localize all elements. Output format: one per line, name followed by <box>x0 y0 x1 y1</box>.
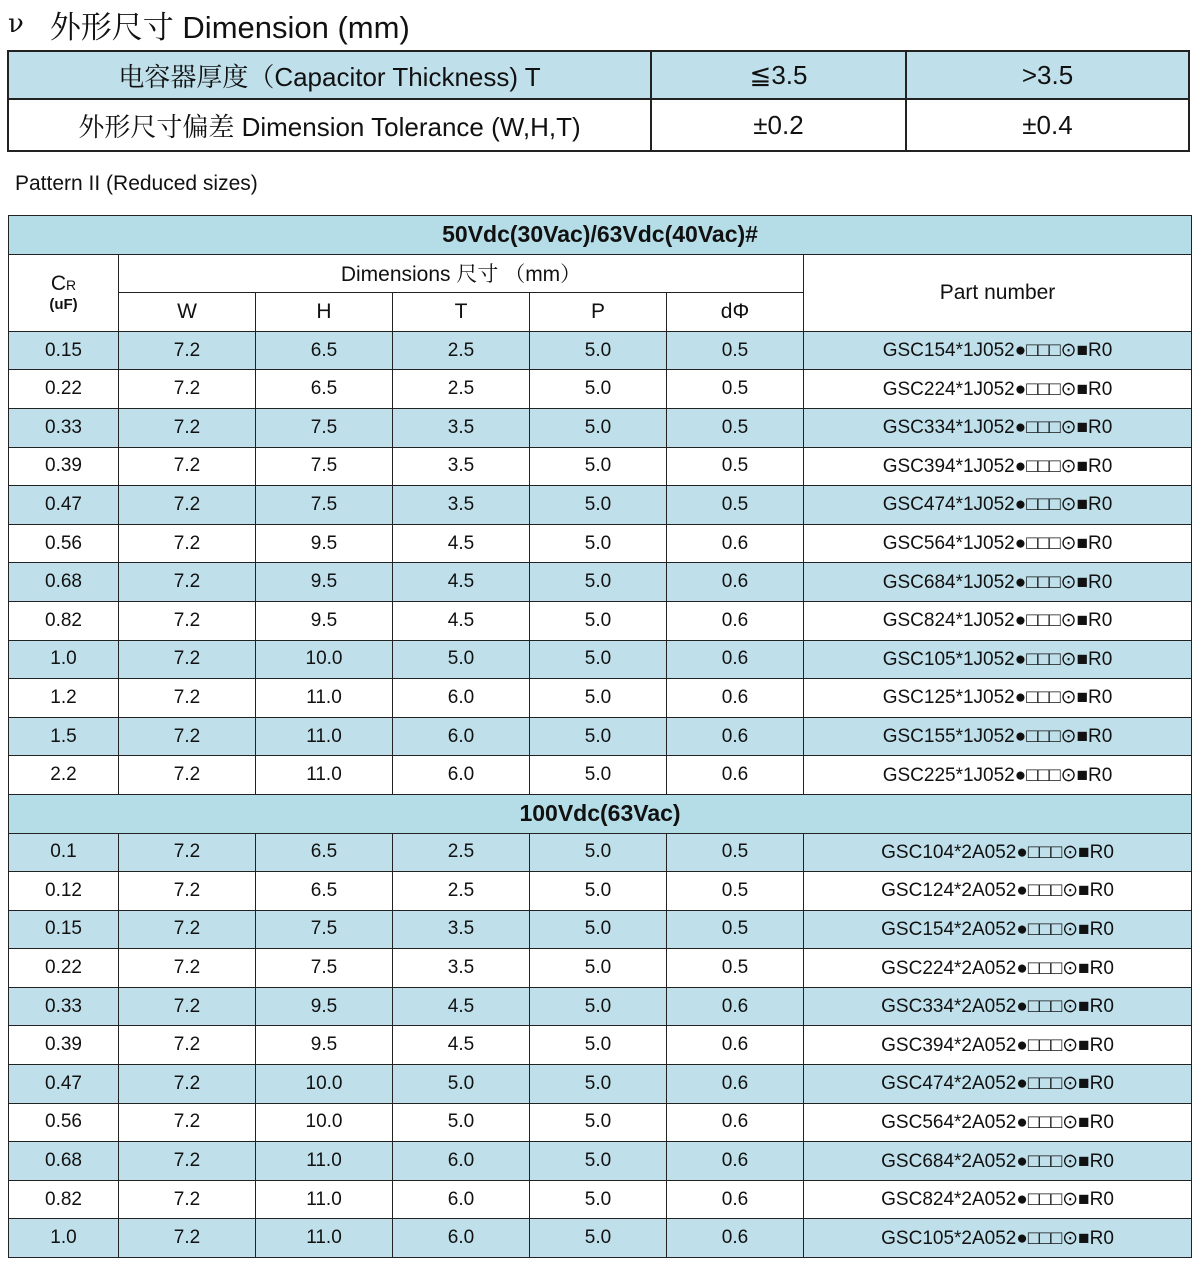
h-cell: 6.5 <box>256 872 393 911</box>
table-row <box>9 370 1192 409</box>
h-cell: 9.5 <box>256 987 393 1026</box>
t-cell: 4.5 <box>393 987 530 1026</box>
cr-header <box>9 254 119 331</box>
w-cell: 7.2 <box>119 563 256 602</box>
w-cell: 7.2 <box>119 1142 256 1181</box>
table-row <box>9 833 1192 872</box>
cr-cell: 0.47 <box>9 486 119 525</box>
t-cell: 6.0 <box>393 756 530 795</box>
part-number-cell: GSC334*2A052●□□□⊙■R0 <box>804 987 1192 1026</box>
t-cell: 2.5 <box>393 872 530 911</box>
d-cell: 0.5 <box>667 949 804 988</box>
p-cell: 5.0 <box>530 987 667 1026</box>
part-number-cell: GSC394*1J052●□□□⊙■R0 <box>804 447 1192 486</box>
table-row <box>9 486 1192 525</box>
cr-cell: 0.56 <box>9 524 119 563</box>
part-number-cell: GSC154*2A052●□□□⊙■R0 <box>804 910 1192 949</box>
p-cell: 5.0 <box>530 331 667 370</box>
d-cell: 0.6 <box>667 1142 804 1181</box>
table-row <box>9 640 1192 679</box>
part-number-cell: GSC334*1J052●□□□⊙■R0 <box>804 408 1192 447</box>
d-cell: 0.6 <box>667 1219 804 1258</box>
t-cell: 6.0 <box>393 1180 530 1219</box>
w-cell: 7.2 <box>119 1103 256 1142</box>
w-cell: 7.2 <box>119 1180 256 1219</box>
p-cell: 5.0 <box>530 679 667 718</box>
w-cell: 7.2 <box>119 1026 256 1065</box>
d-cell: 0.6 <box>667 679 804 718</box>
p-cell: 5.0 <box>530 640 667 679</box>
cr-cell: 0.82 <box>9 1180 119 1219</box>
t-cell: 2.5 <box>393 833 530 872</box>
tolerance-small: ±0.2 <box>651 99 906 151</box>
d-cell: 0.5 <box>667 370 804 409</box>
table-row <box>9 717 1192 756</box>
h-cell: 7.5 <box>256 949 393 988</box>
cr-cell: 0.15 <box>9 910 119 949</box>
col-w: W <box>119 293 256 332</box>
group-title: 50Vdc(30Vac)/63Vdc(40Vac)# <box>9 216 1192 255</box>
p-cell: 5.0 <box>530 1180 667 1219</box>
thickness-large: >3.5 <box>906 51 1189 99</box>
h-cell: 9.5 <box>256 601 393 640</box>
h-cell: 7.5 <box>256 408 393 447</box>
w-cell: 7.2 <box>119 601 256 640</box>
h-cell: 11.0 <box>256 1219 393 1258</box>
w-cell: 7.2 <box>119 408 256 447</box>
w-cell: 7.2 <box>119 910 256 949</box>
dimensions-header: Dimensions 尺寸 （mm） <box>119 254 804 293</box>
cr-cell: 1.2 <box>9 679 119 718</box>
part-number-cell: GSC224*1J052●□□□⊙■R0 <box>804 370 1192 409</box>
thickness-label: 电容器厚度（Capacitor Thickness) T <box>8 51 651 99</box>
t-cell: 6.0 <box>393 717 530 756</box>
col-p: P <box>530 293 667 332</box>
p-cell: 5.0 <box>530 1103 667 1142</box>
cr-cell: 0.12 <box>9 872 119 911</box>
h-cell: 11.0 <box>256 1180 393 1219</box>
part-number-cell: GSC564*2A052●□□□⊙■R0 <box>804 1103 1192 1142</box>
d-cell: 0.6 <box>667 1026 804 1065</box>
h-cell: 7.5 <box>256 447 393 486</box>
table-row <box>9 1180 1192 1219</box>
t-cell: 3.5 <box>393 408 530 447</box>
cr-cell: 0.33 <box>9 987 119 1026</box>
d-cell: 0.6 <box>667 1065 804 1104</box>
p-cell: 5.0 <box>530 601 667 640</box>
h-cell: 10.0 <box>256 1103 393 1142</box>
part-number-header: Part number <box>804 254 1192 331</box>
d-cell: 0.6 <box>667 1103 804 1142</box>
col-h: H <box>256 293 393 332</box>
p-cell: 5.0 <box>530 1065 667 1104</box>
table-row <box>9 563 1192 602</box>
part-number-cell: GSC104*2A052●□□□⊙■R0 <box>804 833 1192 872</box>
d-cell: 0.6 <box>667 563 804 602</box>
h-cell: 11.0 <box>256 756 393 795</box>
part-number-cell: GSC824*2A052●□□□⊙■R0 <box>804 1180 1192 1219</box>
h-cell: 7.5 <box>256 486 393 525</box>
h-cell: 11.0 <box>256 717 393 756</box>
col-d: dΦ <box>667 293 804 332</box>
w-cell: 7.2 <box>119 872 256 911</box>
p-cell: 5.0 <box>530 872 667 911</box>
w-cell: 7.2 <box>119 1065 256 1104</box>
w-cell: 7.2 <box>119 679 256 718</box>
p-cell: 5.0 <box>530 563 667 602</box>
part-number-cell: GSC105*2A052●□□□⊙■R0 <box>804 1219 1192 1258</box>
part-number-cell: GSC224*2A052●□□□⊙■R0 <box>804 949 1192 988</box>
p-cell: 5.0 <box>530 717 667 756</box>
h-cell: 7.5 <box>256 910 393 949</box>
table-row <box>9 1219 1192 1258</box>
part-number-cell: GSC394*2A052●□□□⊙■R0 <box>804 1026 1192 1065</box>
part-number-cell: GSC474*2A052●□□□⊙■R0 <box>804 1065 1192 1104</box>
h-cell: 9.5 <box>256 563 393 602</box>
t-cell: 4.5 <box>393 601 530 640</box>
t-cell: 4.5 <box>393 524 530 563</box>
part-number-cell: GSC684*2A052●□□□⊙■R0 <box>804 1142 1192 1181</box>
p-cell: 5.0 <box>530 408 667 447</box>
d-cell: 0.5 <box>667 833 804 872</box>
p-cell: 5.0 <box>530 486 667 525</box>
tolerance-large: ±0.4 <box>906 99 1189 151</box>
p-cell: 5.0 <box>530 756 667 795</box>
table-row <box>9 679 1192 718</box>
h-cell: 11.0 <box>256 679 393 718</box>
d-cell: 0.6 <box>667 987 804 1026</box>
part-number-cell: GSC824*1J052●□□□⊙■R0 <box>804 601 1192 640</box>
p-cell: 5.0 <box>530 910 667 949</box>
cr-cell: 0.68 <box>9 563 119 602</box>
h-cell: 11.0 <box>256 1142 393 1181</box>
cr-cell: 1.0 <box>9 1219 119 1258</box>
d-cell: 0.6 <box>667 717 804 756</box>
d-cell: 0.5 <box>667 331 804 370</box>
w-cell: 7.2 <box>119 447 256 486</box>
p-cell: 5.0 <box>530 949 667 988</box>
h-cell: 10.0 <box>256 1065 393 1104</box>
p-cell: 5.0 <box>530 524 667 563</box>
d-cell: 0.6 <box>667 1180 804 1219</box>
t-cell: 2.5 <box>393 331 530 370</box>
section-heading <box>8 4 410 44</box>
section-title: 外形尺寸 Dimension (mm) <box>49 9 410 45</box>
group-title: 100Vdc(63Vac) <box>9 794 1192 833</box>
thickness-small: ≦3.5 <box>651 51 906 99</box>
part-number-cell: GSC105*1J052●□□□⊙■R0 <box>804 640 1192 679</box>
table-row <box>9 1026 1192 1065</box>
w-cell: 7.2 <box>119 640 256 679</box>
w-cell: 7.2 <box>119 987 256 1026</box>
tolerance-row-deviation <box>8 99 1189 151</box>
pattern-label: Pattern II (Reduced sizes) <box>15 172 258 195</box>
d-cell: 0.5 <box>667 910 804 949</box>
column-header-row <box>9 254 1192 293</box>
part-number-cell: GSC684*1J052●□□□⊙■R0 <box>804 563 1192 602</box>
d-cell: 0.5 <box>667 872 804 911</box>
d-cell: 0.6 <box>667 524 804 563</box>
t-cell: 5.0 <box>393 1065 530 1104</box>
h-cell: 6.5 <box>256 833 393 872</box>
h-cell: 6.5 <box>256 331 393 370</box>
w-cell: 7.2 <box>119 370 256 409</box>
w-cell: 7.2 <box>119 756 256 795</box>
h-cell: 9.5 <box>256 1026 393 1065</box>
t-cell: 3.5 <box>393 949 530 988</box>
cr-subscript: R <box>66 277 77 294</box>
t-cell: 4.5 <box>393 1026 530 1065</box>
table-row <box>9 910 1192 949</box>
group-header-50v <box>9 216 1192 255</box>
cr-cell: 0.15 <box>9 331 119 370</box>
cr-cell: 0.82 <box>9 601 119 640</box>
bullet-icon: ν <box>8 9 24 39</box>
table-row <box>9 1103 1192 1142</box>
table-row <box>9 987 1192 1026</box>
tolerance-label: 外形尺寸偏差 Dimension Tolerance (W,H,T) <box>8 99 651 151</box>
part-number-cell: GSC125*1J052●□□□⊙■R0 <box>804 679 1192 718</box>
cr-cell: 0.68 <box>9 1142 119 1181</box>
d-cell: 0.5 <box>667 447 804 486</box>
table-row <box>9 872 1192 911</box>
tolerance-row-thickness <box>8 51 1189 99</box>
cr-cell: 0.22 <box>9 949 119 988</box>
w-cell: 7.2 <box>119 486 256 525</box>
cr-cell: 0.47 <box>9 1065 119 1104</box>
t-cell: 6.0 <box>393 679 530 718</box>
dimension-table <box>8 215 1192 1258</box>
t-cell: 6.0 <box>393 1219 530 1258</box>
uf-label: (uF) <box>49 296 78 314</box>
part-number-cell: GSC564*1J052●□□□⊙■R0 <box>804 524 1192 563</box>
w-cell: 7.2 <box>119 833 256 872</box>
cr-label: C <box>50 272 67 296</box>
tolerance-table <box>7 50 1190 152</box>
group-header-100v <box>9 794 1192 833</box>
part-number-cell: GSC154*1J052●□□□⊙■R0 <box>804 331 1192 370</box>
table-row <box>9 949 1192 988</box>
cr-cell: 0.56 <box>9 1103 119 1142</box>
p-cell: 5.0 <box>530 1142 667 1181</box>
d-cell: 0.5 <box>667 486 804 525</box>
table-row <box>9 756 1192 795</box>
w-cell: 7.2 <box>119 949 256 988</box>
p-cell: 5.0 <box>530 447 667 486</box>
cr-cell: 0.33 <box>9 408 119 447</box>
h-cell: 10.0 <box>256 640 393 679</box>
cr-cell: 2.2 <box>9 756 119 795</box>
t-cell: 5.0 <box>393 640 530 679</box>
table-row <box>9 331 1192 370</box>
part-number-cell: GSC474*1J052●□□□⊙■R0 <box>804 486 1192 525</box>
t-cell: 3.5 <box>393 447 530 486</box>
w-cell: 7.2 <box>119 717 256 756</box>
cr-cell: 0.1 <box>9 833 119 872</box>
p-cell: 5.0 <box>530 1219 667 1258</box>
col-t: T <box>393 293 530 332</box>
d-cell: 0.6 <box>667 601 804 640</box>
table-row <box>9 408 1192 447</box>
part-number-cell: GSC124*2A052●□□□⊙■R0 <box>804 872 1192 911</box>
t-cell: 4.5 <box>393 563 530 602</box>
d-cell: 0.6 <box>667 756 804 795</box>
t-cell: 2.5 <box>393 370 530 409</box>
t-cell: 5.0 <box>393 1103 530 1142</box>
table-row <box>9 1142 1192 1181</box>
part-number-cell: GSC155*1J052●□□□⊙■R0 <box>804 717 1192 756</box>
d-cell: 0.5 <box>667 408 804 447</box>
cr-cell: 0.39 <box>9 1026 119 1065</box>
table-row <box>9 447 1192 486</box>
t-cell: 3.5 <box>393 910 530 949</box>
table-row <box>9 524 1192 563</box>
t-cell: 6.0 <box>393 1142 530 1181</box>
w-cell: 7.2 <box>119 1219 256 1258</box>
h-cell: 6.5 <box>256 370 393 409</box>
cr-cell: 0.39 <box>9 447 119 486</box>
w-cell: 7.2 <box>119 331 256 370</box>
p-cell: 5.0 <box>530 1026 667 1065</box>
p-cell: 5.0 <box>530 833 667 872</box>
t-cell: 3.5 <box>393 486 530 525</box>
part-number-cell: GSC225*1J052●□□□⊙■R0 <box>804 756 1192 795</box>
h-cell: 9.5 <box>256 524 393 563</box>
table-row <box>9 1065 1192 1104</box>
table-row <box>9 601 1192 640</box>
w-cell: 7.2 <box>119 524 256 563</box>
p-cell: 5.0 <box>530 370 667 409</box>
d-cell: 0.6 <box>667 640 804 679</box>
cr-cell: 1.5 <box>9 717 119 756</box>
cr-cell: 1.0 <box>9 640 119 679</box>
cr-cell: 0.22 <box>9 370 119 409</box>
